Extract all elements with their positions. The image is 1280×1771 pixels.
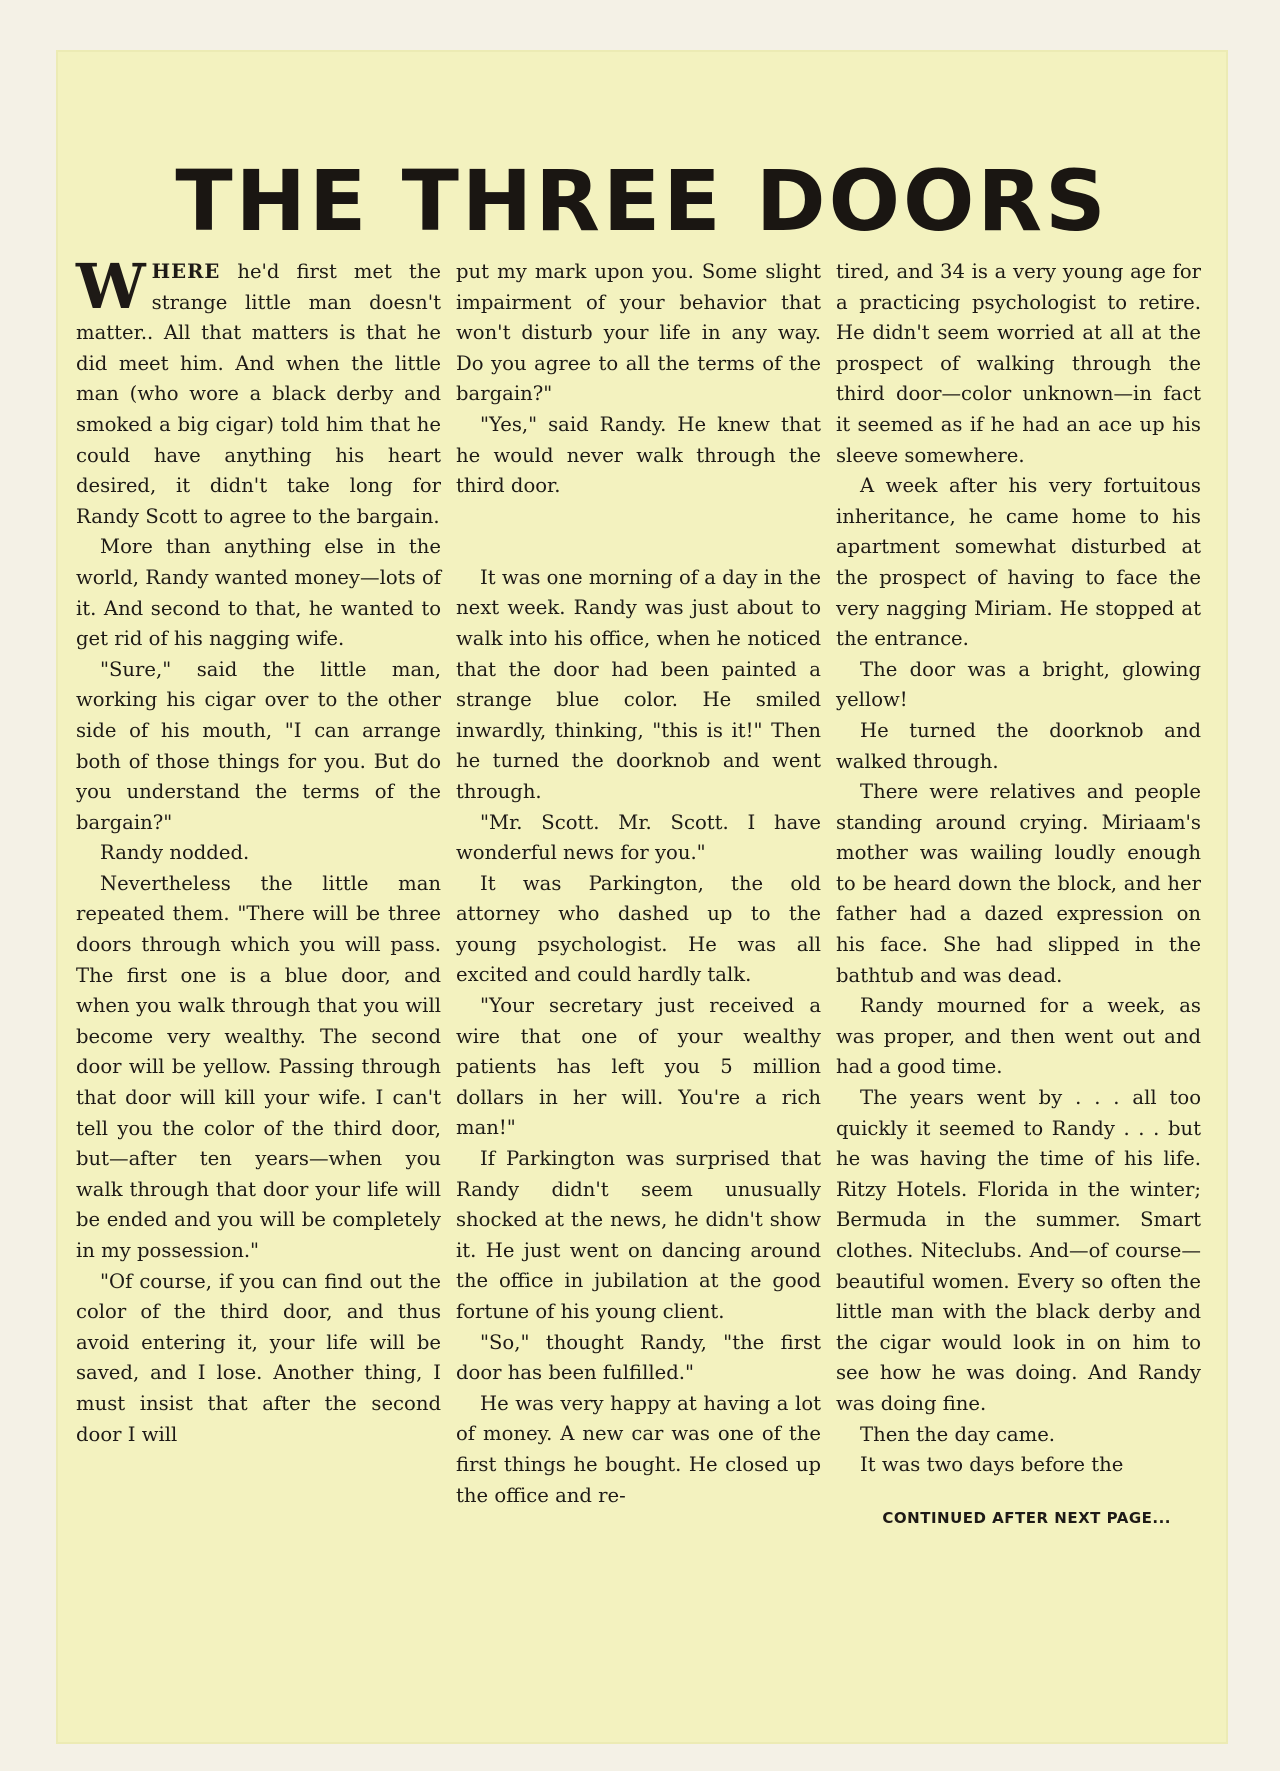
paragraph: More than anything else in the world, Randy wanted money—lots of it. And second to that, he wanted to get rid of his nagging wife. bbox=[76, 535, 441, 651]
paragraph: "Your secretary just received a wire that one of your wealthy patients has left you 5 million dollars in her will. You're a rich man!" bbox=[456, 994, 821, 1140]
paragraph: "Yes," said Randy. He knew that he would never walk through the third door. bbox=[456, 412, 821, 498]
column-3 bbox=[836, 257, 1201, 1533]
paragraph: tired, and 34 is a very young age for a practicing psychologist to retire. He didn't seem worried at all at the prospect of walking through the third door—color unknown—in fact it seemed as if he had an ace up his sleeve somewhere. bbox=[836, 260, 1201, 467]
paragraph: It was one morning of a day in the next week. Randy was just about to walk into his office, when he noticed that the door had been painted a strange blue color. He smiled inwardly, thinking, "this is it!" Then he turned the doorknob and went through. bbox=[456, 565, 821, 803]
story-title: THE THREE DOORS bbox=[175, 152, 1109, 250]
paragraph: Then the day came. bbox=[860, 1422, 1056, 1446]
paragraph: put my mark upon you. Some slight impairment of your behavior that won't disturb your life in any way. Do you agree to all the terms of the bargain?" bbox=[456, 260, 821, 406]
paragraph: A week after his very fortuitous inheritance, he came home to his apartment somewhat disturbed at the prospect of having to face the very nagging Miriam. He stopped at the entrance. bbox=[836, 474, 1201, 651]
paragraph: Randy nodded. bbox=[100, 841, 250, 865]
paragraph: "Mr. Scott. Mr. Scott. I have wonderful news for you." bbox=[456, 810, 821, 865]
story-page bbox=[58, 52, 1226, 1742]
opening-text: he'd first met the strange little man doesn't matter.. All that matters is that he did meet him. And when the little man (who wore a black derby and smoked a big cigar) told him that he could have anything his heart desired, it didn't take long for Randy Scott to agree to the bargain. bbox=[76, 260, 441, 528]
paragraph: The door was a bright, glowing yellow! bbox=[836, 657, 1201, 712]
paragraph: "So," thought Randy, "the first door has been fulfilled." bbox=[456, 1330, 821, 1385]
paragraph: "Of course, if you can find out the color of the third door, and thus avoid entering it, your life will be saved, and I lose. Another thing, I must insist that after the second door I will bbox=[76, 1269, 441, 1446]
column-2 bbox=[456, 257, 821, 1511]
paragraph: If Parkington was surprised that Randy didn't seem unusually shocked at the news, he didn't show it. He just went on dancing around the office in jubilation at the good fortune of his young client. bbox=[456, 1147, 821, 1323]
paragraph: It was Parkington, the old attorney who dashed up to the young psychologist. He was all excited and could hardly talk. bbox=[456, 871, 821, 987]
paragraph: Nevertheless the little man repeated them. "There will be three doors through which you will pass. The first one is a blue door, and when you walk through that you will become very wealthy. The second door will be yellow. Passing through that door will kill your wife. I can't tell you the color of the third door, but—after ten years—when you walk through that door your life will be ended and you will be completely in my possession." bbox=[76, 871, 441, 1262]
paragraph: The years went by . . . all too quickly it seemed to Randy . . . but he was having the time of his life. Ritzy Hotels. Florida in the winter; Bermuda in the summer. Smart clothes. Niteclubs. And—of course—beautiful women. Every so often the little man with the black derby and the cigar would look in on him to see how he was doing. And Randy was doing fine. bbox=[836, 1086, 1201, 1415]
paragraph: He turned the doorknob and walked through. bbox=[836, 718, 1201, 773]
column-1 bbox=[76, 250, 441, 1450]
paragraph: He was very happy at having a lot of money. A new car was one of the first things he bought. He closed up the office and re- bbox=[456, 1391, 821, 1507]
drop-cap: W bbox=[76, 250, 146, 323]
opening-paragraph bbox=[76, 250, 441, 532]
paragraph: There were relatives and people standing around crying. Miriaam's mother was wailing loudly enough to be heard down the block, and her father had a dazed expression on his face. She had slipped in the bathtub and was dead. bbox=[836, 780, 1201, 987]
paragraph: Randy mourned for a week, as was proper, and then went out and had a good time. bbox=[836, 994, 1201, 1079]
paragraph: It was two days before the bbox=[860, 1453, 1124, 1477]
paragraph: "Sure," said the little man, working his cigar over to the other side of his mouth, "I can arrange both of those things for you. But do you understand the terms of the bargain?" bbox=[76, 657, 441, 834]
opening-lead: HERE bbox=[151, 260, 221, 283]
continued-notice: CONTINUED AFTER NEXT PAGE... bbox=[882, 1508, 1171, 1527]
